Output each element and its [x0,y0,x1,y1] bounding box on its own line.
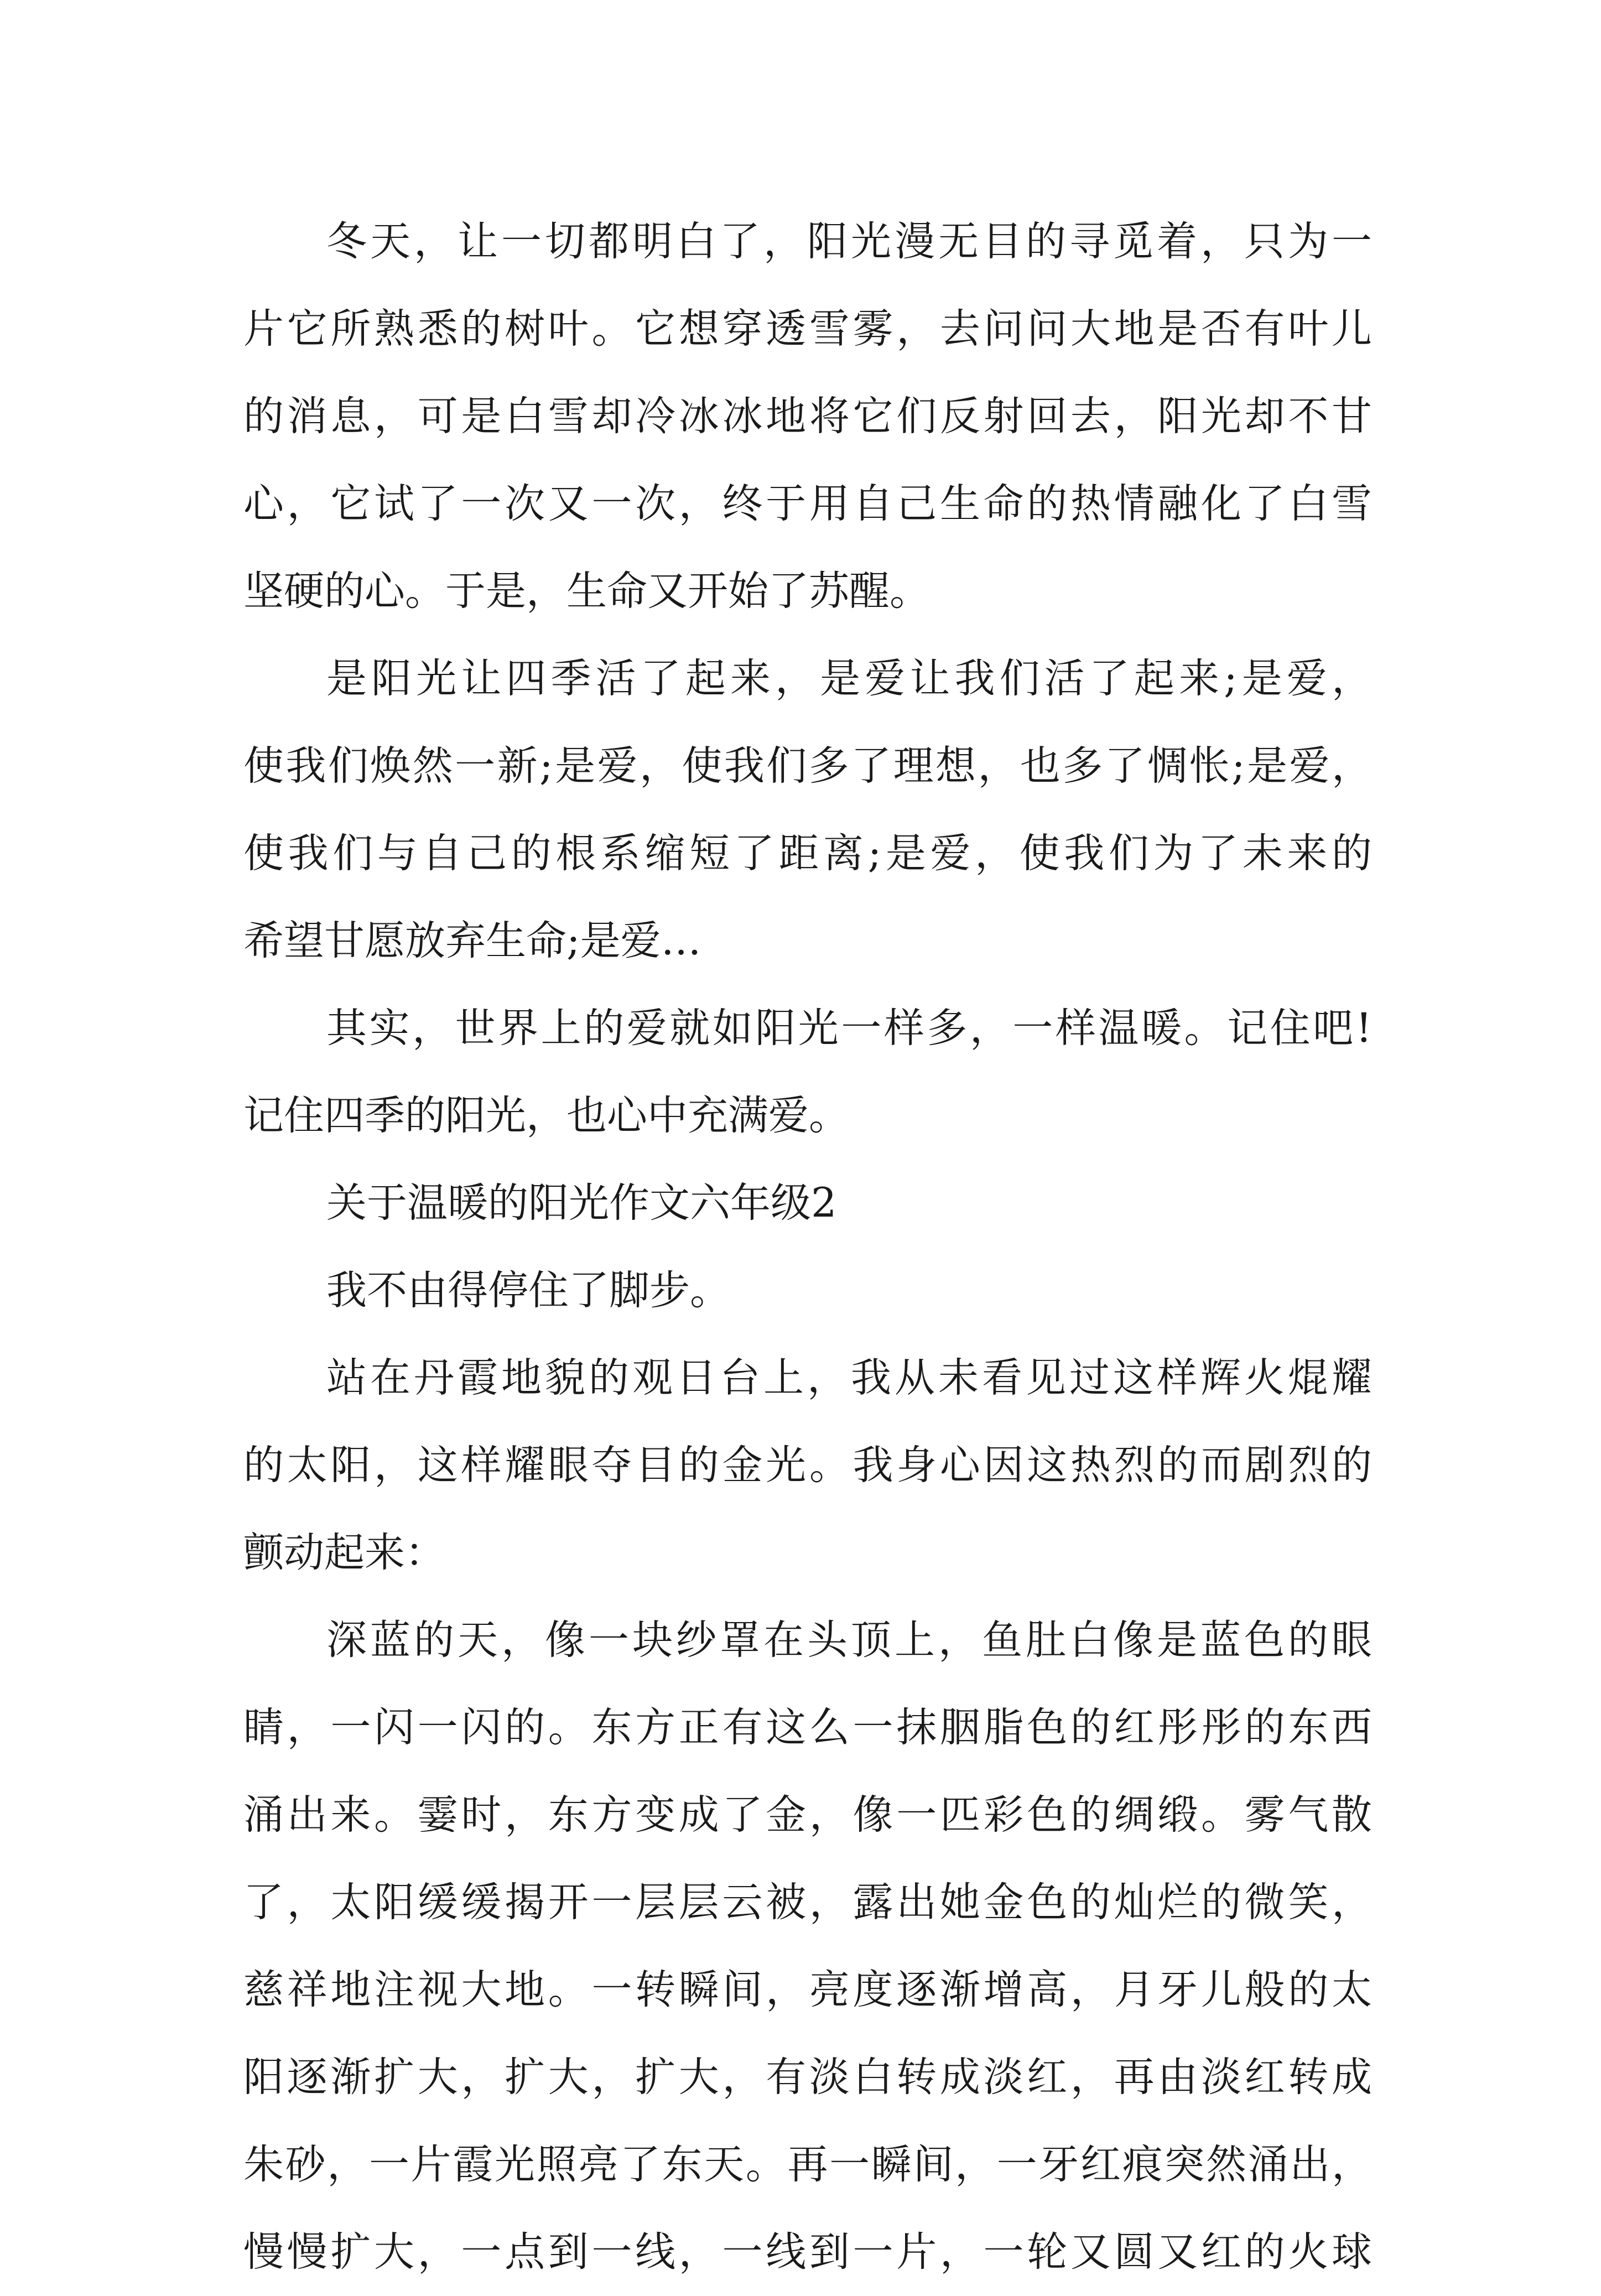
paragraph-stopped [243,1247,1372,1334]
text-line: 其实，世界上的爱就如阳光一样多，一样温暖。记住吧! [326,1005,1372,1052]
text-line: 使我们焕然一新;是爱，使我们多了理想，也多了惆怅;是爱， [243,742,1372,789]
text-line: 我不由得停住了脚步。 [326,1267,730,1314]
text-line: 是阳光让四季活了起来，是爱让我们活了起来;是爱， [326,655,1372,702]
paragraph-observation-deck [243,1334,1372,1597]
text-line: 深蓝的天，像一块纱罩在头顶上，鱼肚白像是蓝色的眼 [326,1617,1372,1664]
text-line: 阳逐渐扩大，扩大，扩大，有淡白转成淡红，再由淡红转成 [243,2054,1372,2101]
text-line: 朱砂，一片霞光照亮了东天。再一瞬间，一牙红痕突然涌出， [243,2141,1372,2188]
essay-heading [243,1160,1372,1247]
text-line: 坚硬的心。于是，生命又开始了苏醒。 [243,568,930,615]
text-line: 心，它试了一次又一次，终于用自己生命的热情融化了白雪 [243,480,1372,527]
paragraph-conclusion [243,985,1372,1160]
text-line: 片它所熟悉的树叶。它想穿透雪雾，去问问大地是否有叶儿 [243,305,1372,352]
text-line: 的消息，可是白雪却冷冰冰地将它们反射回去，阳光却不甘 [243,393,1372,440]
paragraph-love [243,635,1372,985]
text-line: 冬天，让一切都明白了，阳光漫无目的寻觅着，只为一 [326,218,1372,265]
document-page [243,198,1372,2296]
text-line: 了，太阳缓缓揭开一层层云被，露出她金色的灿烂的微笑， [243,1879,1372,1926]
text-line: 记住四季的阳光，也心中充满爱。 [243,1092,849,1139]
text-line: 慈祥地注视大地。一转瞬间，亮度逐渐增高，月牙儿般的太 [243,1966,1372,2013]
text-line: 的太阳，这样耀眼夺目的金光。我身心因这热烈的而剧烈的 [243,1442,1372,1489]
text-line: 颤动起来： [243,1529,445,1576]
heading-line: 关于温暖的阳光作文六年级2 [326,1180,837,1227]
text-line: 使我们与自己的根系缩短了距离;是爱，使我们为了未来的 [243,830,1372,877]
paragraph-winter-sunlight [243,198,1372,635]
text-line: 慢慢扩大，一点到一线，一线到一片，一轮又圆又红的火球 [243,2229,1372,2276]
text-line: 希望甘愿放弃生命;是爱… [243,917,701,964]
text-line: 睛，一闪一闪的。东方正有这么一抹胭脂色的红彤彤的东西 [243,1704,1372,1751]
paragraph-sunrise [243,1597,1372,2296]
text-line: 涌出来。霎时，东方变成了金，像一匹彩色的绸缎。雾气散 [243,1791,1372,1838]
text-line: 站在丹霞地貌的观日台上，我从未看见过这样辉火焜耀 [326,1354,1372,1401]
